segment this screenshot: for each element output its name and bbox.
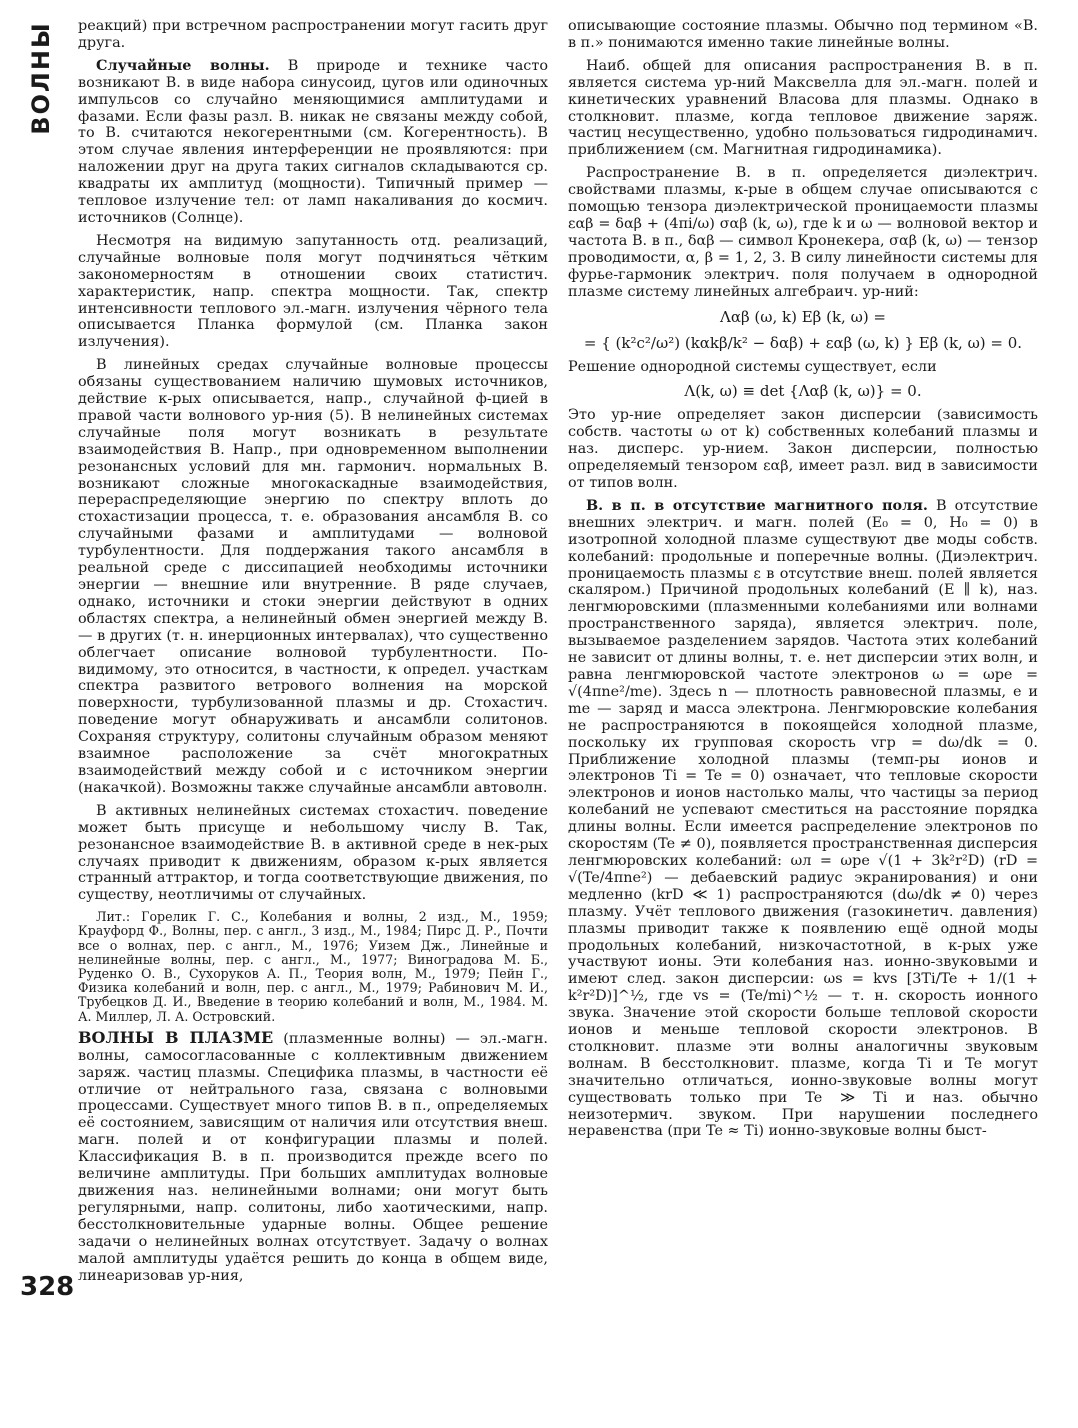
- paragraph: описывающие состояние плазмы. Обычно под термином «В. в п.» понимаются именно такие линейные волны.: [568, 18, 1038, 51]
- article-heading-paragraph: [78, 1027, 548, 1285]
- right-column: [568, 18, 1038, 1146]
- left-column: [78, 18, 548, 1290]
- paragraph: Решение однородной системы существует, если: [568, 358, 937, 375]
- formula: Λ(k, ω) ≡ det {Λαβ (k, ω)} = 0.: [684, 382, 922, 401]
- paragraph-text: В отсутствие внешних электрич. и магн. полей (E₀ = 0, H₀ = 0) в изотропной холодной плазме существуют две моды собств. колебаний: продольные и поперечные волны. (Диэлектрич. проницаемость плазмы ε в отсутствие внеш. полей является скаляром.) Причиной продольных колебаний (E ∥ k), наз. ленгмюровскими (плазменными колебаниями или волнами пространственного заряда), является электрич. поле, вызываемое разделением зарядов. Частота этих колебаний не зависит от длины волны, т. е. нет дисперсии этих волн, и равна ленгмюровской частоте электронов ω = ωpe = √(4πne²/me). Здесь n — плотность равновесной плазмы, e и me — заряд и масса электрона. Ленгмюровские колебания не распространяются в покоящейся холодной плазме, поскольку их групповая скорость vгр = dω/dk = 0. Приближение холодной плазмы (темп-ры ионов и электронов Ti = Te = 0) означает, что тепловые скорости электронов и ионов настолько малы, что частицы за период колебаний не успевают сместиться на расстояние порядка длины волны. Если имеется распределение электронов по скоростям (Te ≠ 0), появляется пространственная дисперсия ленгмюровских колебаний: ωл = ωpe √(1 + 3k²r²D) (rD = √(Te/4πne²) — дебаевский радиус экранирования) и они медленно (krD ≪ 1) распространяются (dω/dk ≠ 0) через плазму. Учёт теплового движения (газокинетич. давления) плазмы приводит также к появлению ещё одной моды продольных колебаний, низкочастотной, в к-рых уже участвуют ионы. Эти колебания наз. ионно-звуковыми и имеют след. закон дисперсии: ωs = kvs [3Ti/Te + 1/(1 + k²r²D)]^½, где vs = (Te/mi)^½ — т. н. скорость ионного звука. Значение этой скорости больше тепловой скорости ионов и меньше тепловой скорости электронов. В столкновит. плазме эти волны аналогичны звуковым волнам. В бесстолкновит. плазме, когда Ti и Te могут значительно отличаться, ионно-звуковые волны могут существовать только при Te ≫ Ti и наз. обычно неизотермич. звуком. При нарушении последнего неравенства (при Te ≈ Ti) ионно-звуковые волны быст-: [568, 497, 1038, 1140]
- paragraph: Наиб. общей для описания распространения В. в п. является система ур-ний Максвелла для эл.-магн. полей и кинетических уравнений Власова для плазмы. Однако в столкновит. плазме, когда тепловое движение заряж. частиц несущественно, удобно пользоваться гидродинамич. приближением (см. Магнитная гидродинамика).: [568, 57, 1038, 159]
- section-paragraph: [78, 58, 548, 227]
- paragraph-text: В природе и технике часто возникают В. в виде набора синусоид, цугов или одиночных импульсов со случайно меняющимися амплитудами и фазами. Если фазы разл. В. никак не связаны между собой, то В. считаются некогерентными (см. Когерентность). В этом случае явления интерференции не проявляются: при наложении друг на друга таких сигналов складываются ср. квадраты их амплитуд (мощности). Типичный пример — тепловое излучение тел: от ламп накаливания до космич. источников (Солнце).: [78, 57, 548, 226]
- paragraph: Распространение В. в п. определяется диэлектрич. свойствами плазмы, к-рые в общем случае описываются с помощью тензора диэлектрической проницаемости плазмы εαβ = δαβ + (4πi/ω) σαβ (k, ω), где k и ω — волновой вектор и частота В. в п., δαβ — символ Кронекера, σαβ (k, ω) — тензор проводимости, α, β = 1, 2, 3. В силу линейности системы для фурье-гармоник электрич. поля получаем в однородной плазме систему линейных алгебраич. ур-ний:: [568, 165, 1038, 300]
- paragraph: Это ур-ние определяет закон дисперсии (зависимость собств. частоты ω от k) собственных колебаний плазмы и наз. дисперс. ур-нием. Закон дисперсии, полностью определяемый тензором εαβ, имеет разл. вид в зависимости от типов волн.: [568, 407, 1038, 492]
- formula: Λαβ (ω, k) Eβ (k, ω) =: [719, 307, 887, 326]
- formula: = { (k²c²/ω²) (kαkβ/k² − δαβ) + εαβ (ω, k) } Eβ (k, ω) = 0.: [583, 333, 1023, 352]
- paragraph: В линейных средах случайные волновые процессы обязаны существованием наличию шумовых источников, действие к-рых описывается, напр., случайной ф-цией в правой части волнового ур-ния (5). В нелинейных системах случайные поля могут возникать в результате взаимодействия В. Напр., при одновременном выполнении резонансных условий для мн. гармонич. нормальных В. возникают сложные многокаскадные взаимодействия, перераспределяющие энергию по спектру вплоть до стохастизации процесса, т. е. образования ансамбля В. со случайными фазами и амплитудами — волновой турбулентности. Для поддержания такого ансамбля в реальной среде с диссипацией необходимы источники энергии — внешние или внутренние. В ряде случаев, однако, источники и стоки энергии действуют в одних областях спектра, а нелинейный обмен энергией между В. — в других (т. н. инерционных интервалах), что существенно облегчает описание волновой турбулентности. По-видимому, это относится, в частности, к определ. участкам спектра развитого ветрового волнения на морской поверхности, турбулизованной плазмы и др. Стохастич. поведение могут обнаруживать и ансамбли солитонов. Сохраняя структуру, солитоны случайным образом меняют взаимное расположение за счёт многократных взаимодействий между собой и с источником энергии (накачкой). Возможны также случайные ансамбли автоволн.: [78, 357, 548, 796]
- page-number: 328: [20, 1272, 75, 1302]
- literature-list: Лит.: Горелик Г. С., Колебания и волны, 2 изд., М., 1959; Крауфорд Ф., Волны, пер. с англ., 3 изд., М., 1984; Пирс Д. Р., Почти все о волнах, пер. с англ., М., 1976; Уизем Дж., Линейные и нелинейные волны, пер. с англ., М., 1977; Виноградова М. Б., Руденко О. В., Сухоруков А. П., Теория волн, М., 1979; Пейн Г., Физика колебаний и волн, пер. с англ., М., 1979; Рабинович М. И., Трубецков Д. И., Введение в теорию колебаний и волн, М., 1984. М. А. Миллер, Л. А. Островский.: [78, 909, 548, 1024]
- paragraph: Несмотря на видимую запутанность отд. реализаций, случайные волновые поля могут подчиняться чётким закономерностям в отношении своих статистич. характеристик, напр. спектра мощности. Так, спектр интенсивности теплового эл.-магн. излучения чёрного тела описывается Планка формулой (см. Планка закон излучения).: [78, 232, 548, 351]
- paragraph-lead: В. в п. в отсутствие магнитного поля.: [586, 496, 928, 514]
- paragraph-lead: ВОЛНЫ В ПЛАЗМЕ: [78, 1027, 274, 1047]
- section-paragraph: [568, 498, 1038, 1140]
- paragraph: В активных нелинейных системах стохастич. поведение может быть присуще и небольшому числу В. Так, резонансное взаимодействие В. в активной среде в нек-рых случаях приводит к движениям, образом к-рых является странный аттрактор, и тогда соответствующие движения, по существу, неотличимы от случайных.: [78, 802, 548, 904]
- paragraph: реакций) при встречном распространении могут гасить друг друга.: [78, 18, 548, 51]
- paragraph-text: (плазменные волны) — эл.-магн. волны, самосогласованные с коллективным движением заряж. частиц плазмы. Специфика плазмы, в частности её отличие от нейтрального газа, связана с волновыми процессами. Существует много типов В. в п., определяемых её состоянием, зависящим от наличия или отсутствия внеш. магн. полей и от конфигурации плазмы и полей. Классификация В. в п. производится прежде всего по величине амплитуды. При больших амплитудах волновые движения наз. нелинейными волнами; они могут быть регулярными, напр. солитоны, либо хаотическими, напр. бесстолкновительные ударные волны. Общее решение задачи о нелинейных волнах отсутствует. Задачу о волнах малой амплитуды удаётся решить до конца в общем виде, линеаризовав ур-ния,: [78, 1030, 548, 1284]
- running-head-text: ВОЛНЫ: [27, 21, 55, 135]
- running-head: [26, 21, 56, 135]
- paragraph-lead: Случайные волны.: [96, 56, 270, 74]
